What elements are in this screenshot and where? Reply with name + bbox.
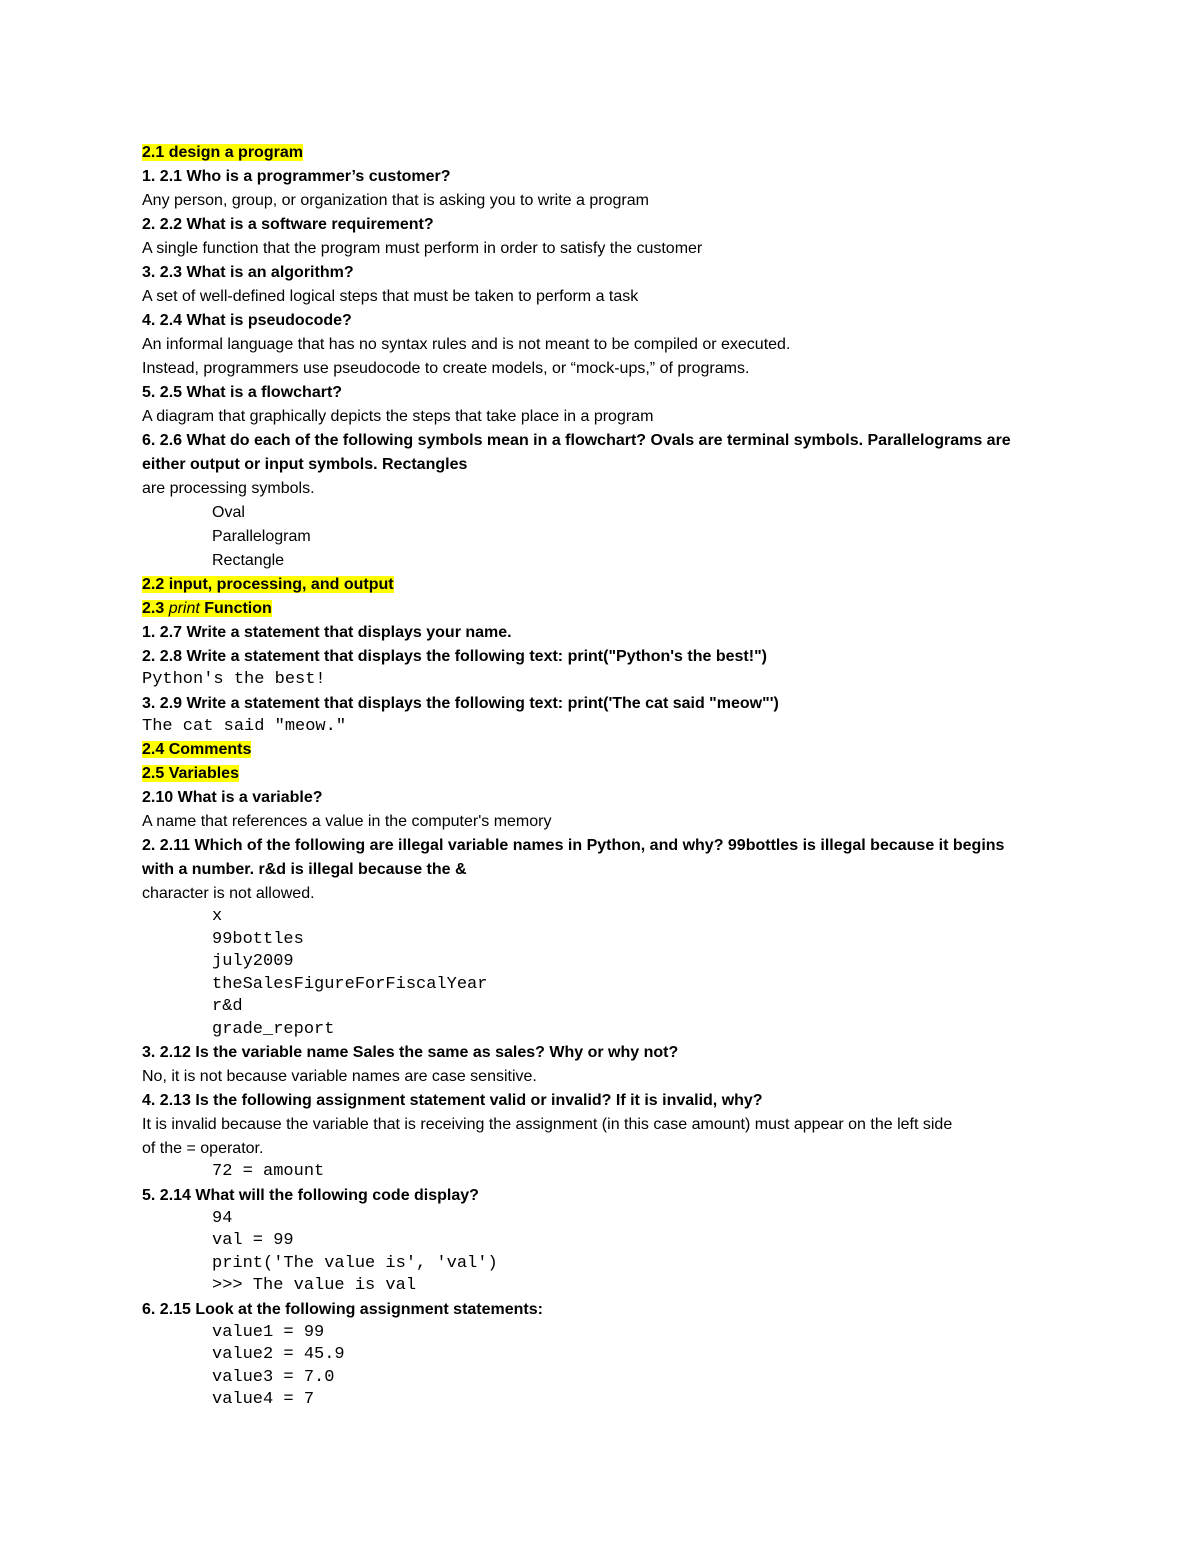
question-2-5: 5. 2.5 What is a flowchart? <box>142 384 343 401</box>
code-line: print('The value is', 'val') <box>212 1253 498 1273</box>
answer-2-1: Any person, group, or organization that is asking you to write a program <box>142 192 649 209</box>
question-2-10: 2.10 What is a variable? <box>142 789 323 806</box>
question-2-9: 3. 2.9 Write a statement that displays the following text: print('The cat said "meow"') <box>142 694 779 712</box>
code-line: value2 = 45.9 <box>212 1345 345 1364</box>
answer-2-13-line2: of the = operator. <box>142 1140 264 1157</box>
question-2-2: 2. 2.2 What is a software requirement? <box>142 216 434 233</box>
answer-2-12: No, it is not because variable names are case sensitive. <box>142 1068 537 1085</box>
symbol-oval: Oval <box>212 504 245 521</box>
answer-2-10: A name that references a value in the computer's memory <box>142 813 552 830</box>
section-heading-2-3: 2.3 print Function <box>142 600 272 617</box>
code-line: value4 = 7 <box>212 1390 315 1409</box>
variable-name-item: theSalesFigureForFiscalYear <box>212 974 488 994</box>
answer-2-2: A single function that the program must perform in order to satisfy the customer <box>142 240 703 257</box>
variable-name-item: r&d <box>212 997 243 1016</box>
answer-2-13-line1: It is invalid because the variable that is receiving the assignment (in this case amount) must appear on the left side <box>142 1116 953 1133</box>
code-line: val = 99 <box>212 1231 294 1250</box>
code-line: value3 = 7.0 <box>212 1367 335 1387</box>
section-heading-2-2: 2.2 input, processing, and output <box>142 576 394 593</box>
question-2-4: 4. 2.4 What is pseudocode? <box>142 312 352 329</box>
answer-2-4-line1: An informal language that has no syntax rules and is not meant to be compiled or executed. <box>142 336 791 353</box>
question-2-13: 4. 2.13 Is the following assignment statement valid or invalid? If it is invalid, why? <box>142 1092 763 1109</box>
code-2-13: 72 = amount <box>212 1162 325 1181</box>
question-2-14: 5. 2.14 What will the following code display? <box>142 1186 479 1204</box>
section-heading-2-1: 2.1 design a program <box>142 144 303 161</box>
variable-name-item: x <box>212 907 223 926</box>
question-2-7: 1. 2.7 Write a statement that displays your name. <box>142 624 512 641</box>
answer-2-4-line2: Instead, programmers use pseudocode to create models, or “mock-ups,” of programs. <box>142 360 750 377</box>
question-2-1: 1. 2.1 Who is a programmer’s customer? <box>142 168 451 185</box>
question-2-6-line1: 6. 2.6 What do each of the following symbols mean in a flowchart? Ovals are terminal symbols. Parallelograms are <box>142 432 1011 449</box>
question-2-12: 3. 2.12 Is the variable name Sales the same as sales? Why or why not? <box>142 1044 679 1061</box>
question-2-8: 2. 2.8 Write a statement that displays the following text: print("Python's the best!") <box>142 648 767 665</box>
code-line: value1 = 99 <box>212 1322 325 1342</box>
question-2-6-line3: are processing symbols. <box>142 480 315 497</box>
question-2-11-line3: character is not allowed. <box>142 885 315 902</box>
code-line: 94 <box>212 1208 233 1228</box>
symbol-parallelogram: Parallelogram <box>212 528 311 545</box>
answer-2-3: A set of well-defined logical steps that must be taken to perform a task <box>142 288 639 305</box>
question-2-6-line2: either output or input symbols. Rectangles <box>142 456 468 473</box>
code-line: >>> The value is val <box>212 1276 417 1295</box>
question-2-11-line2: with a number. r&d is illegal because the & <box>142 861 467 878</box>
answer-2-5: A diagram that graphically depicts the steps that take place in a program <box>142 408 654 425</box>
variable-name-item: grade_report <box>212 1019 335 1039</box>
variable-name-item: 99bottles <box>212 929 304 949</box>
question-2-3: 3. 2.3 What is an algorithm? <box>142 264 354 281</box>
code-2-8: Python's the best! <box>142 670 326 689</box>
symbol-rectangle: Rectangle <box>212 552 285 569</box>
section-heading-2-5: 2.5 Variables <box>142 765 239 782</box>
question-2-11-line1: 2. 2.11 Which of the following are illegal variable names in Python, and why? 99bottles is illegal because it begins <box>142 837 1005 854</box>
section-heading-2-4: 2.4 Comments <box>142 741 252 758</box>
variable-name-item: july2009 <box>212 952 294 971</box>
document-page <box>142 141 1062 1412</box>
code-2-9: The cat said "meow." <box>142 716 347 736</box>
question-2-15: 6. 2.15 Look at the following assignment statements: <box>142 1300 543 1318</box>
